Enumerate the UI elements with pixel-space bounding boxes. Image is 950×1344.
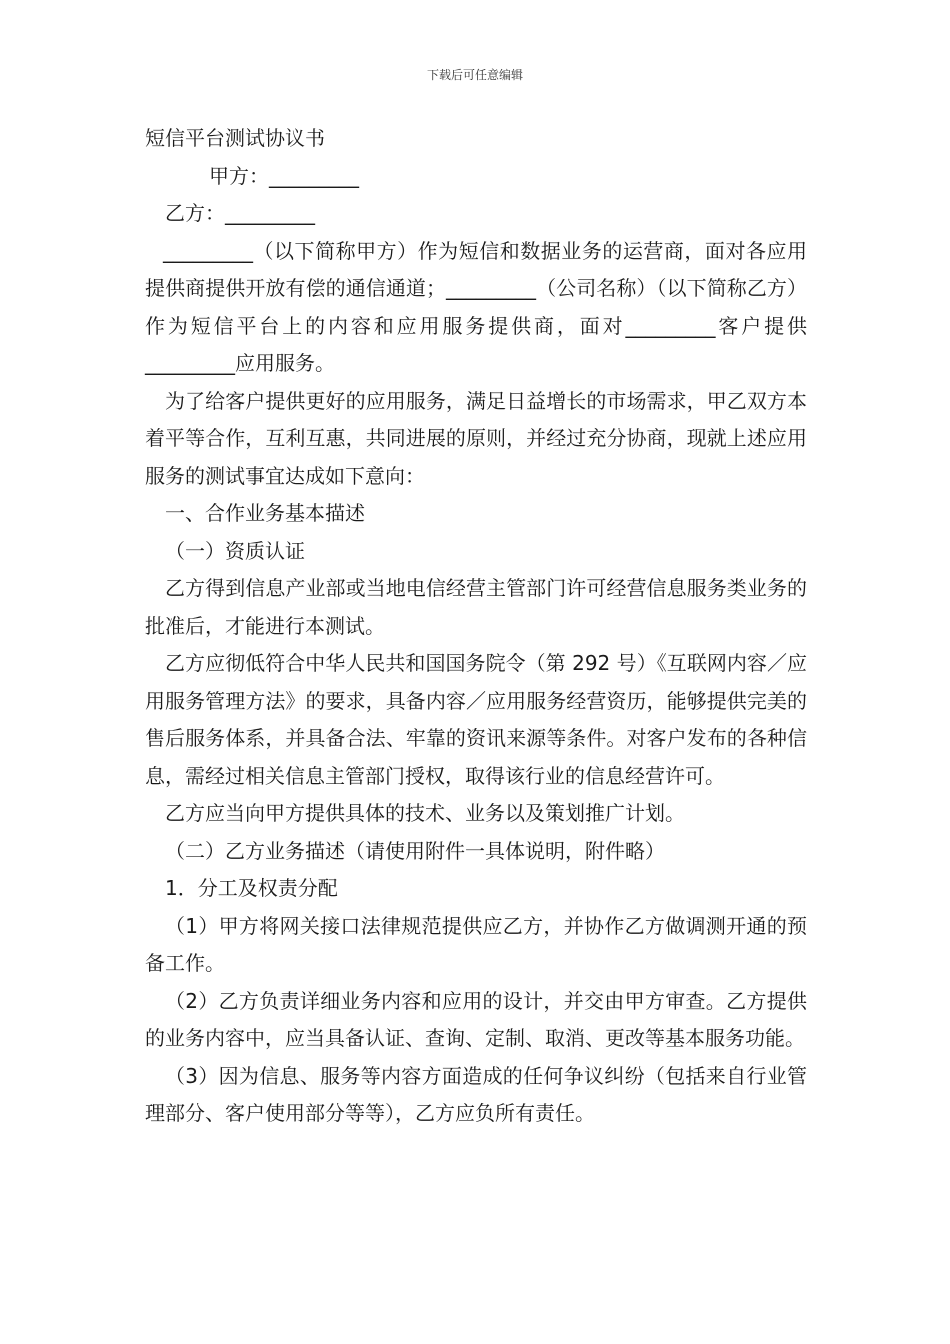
item-heading-division: 1．分工及权责分配 — [165, 876, 338, 900]
paragraph-plan: 乙方应当向甲方提供具体的技术、业务以及策划推广计划。 — [165, 801, 685, 825]
page-header: 下载后可任意编辑 — [426, 68, 523, 82]
document-body — [145, 120, 807, 1133]
paragraph-purpose: 为了给客户提供更好的应用服务，满足日益增长的市场需求，甲乙双方本着平等合作，互利互惠，共同进展的原则，并经过充分协商，现就上述应用服务的测试事宜达成如下意向： — [145, 388, 807, 488]
list-item-1: （1）甲方将网关接口法律规范提供应乙方，并协作乙方做调测开通的预备工作。 — [145, 913, 807, 975]
party-b-line: 乙方：_________ — [165, 201, 315, 225]
section-heading-1: 一、合作业务基本描述 — [165, 501, 365, 525]
paragraph-qualification-approval: 乙方得到信息产业部或当地电信经营主管部门许可经营信息服务类业务的批准后，才能进行本测试。 — [145, 576, 807, 638]
party-a-line: 甲方：_________ — [209, 163, 359, 188]
subsection-heading-business: （二）乙方业务描述（请使用附件一具体说明，附件略） — [165, 838, 665, 863]
paragraph-intro: _________（以下简称甲方）作为短信和数据业务的运营商，面对各应用提供商提供开放有偿的通信通道；_________（公司名称）（以下简称乙方）作为短信平台上的内容和应用服务提供商，面对_________客户提供_________应用服务。 — [145, 238, 807, 375]
paragraph-qualification-requirements: 乙方应彻低符合中华人民共和国国务院令（第 292 号）《互联网内容／应用服务管理方法》的要求，具备内容／应用服务经营资历，能够提供完美的售后服务体系，并具备合法、牢靠的资讯来源等条件。对客户发布的各种信息，需经过相关信息主管部门授权，取得该行业的信息经营许可。 — [145, 651, 807, 788]
document-title: 短信平台测试协议书 — [145, 126, 325, 150]
list-item-3: （3）因为信息、服务等内容方面造成的任何争议纠纷（包括来自行业管理部分、客户使用部分等等），乙方应负所有责任。 — [145, 1063, 807, 1125]
subsection-heading-qualification: （一）资质认证 — [165, 538, 305, 563]
list-item-2: （2）乙方负责详细业务内容和应用的设计，并交由甲方审查。乙方提供的业务内容中，应当具备认证、查询、定制、取消、更改等基本服务功能。 — [145, 988, 807, 1050]
